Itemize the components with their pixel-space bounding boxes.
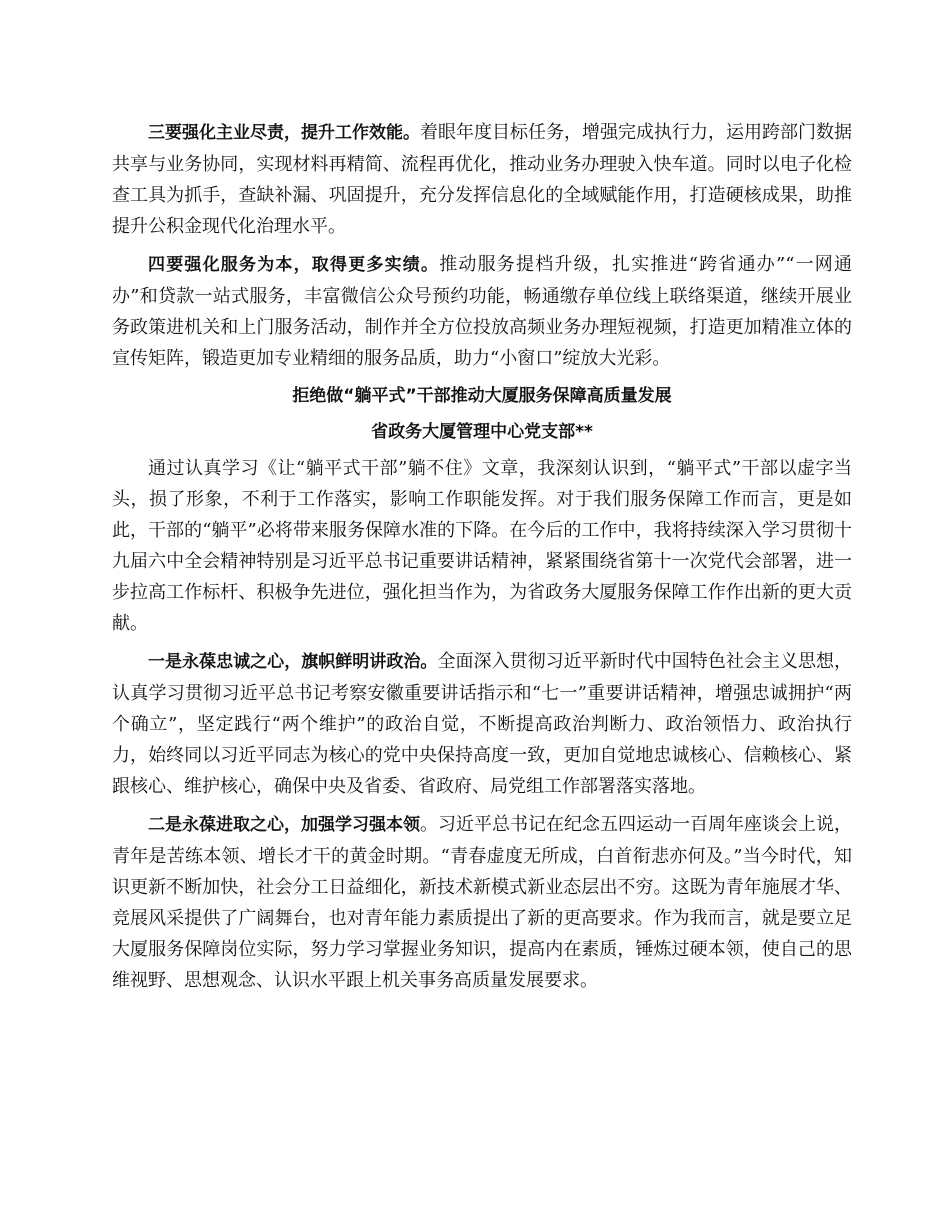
paragraph-body: 。习近平总书记在纪念五四运动一百周年座谈会上说，青年是苦练本领、增长才干的黄金时期。“青春虚度无所成，白首衔悲亦何及。”当今时代，知识更新不断加快，社会分工日益细化，新技术新模式新业态层出不穷。这既为青年施展才华、竞展风采提供了广阔舞台，也对青年能力素质提出了新的更高要求。作为我而言，就是要立足大厦服务保障岗位实际，努力学习掌握业务知识，提高内在素质，锤炼过硬本领，使自己的思维视野、思想观念、认识水平跟上机关事务高质量发展要求。 <box>112 814 852 991</box>
article-point-one <box>112 646 852 802</box>
paragraph-fourth-point <box>112 249 852 374</box>
paragraph-body: 全面深入贯彻习近平新时代中国特色社会主义思想，认真学习贯彻习近平总书记考察安徽重要讲话指示和“七一”重要讲话精神，增强忠诚拥护“两个确立”，坚定践行“两个维护”的政治自觉，不断提高政治判断力、政治领悟力、政治执行力，始终同以习近平同志为核心的党中央保持高度一致，更加自觉地忠诚核心、信赖核心、紧跟核心、维护核心，确保中央及省委、省政府、局党组工作部署落实落地。 <box>112 651 852 797</box>
paragraph-lead: 一是永葆忠诚之心，旗帜鲜明讲政治。 <box>148 652 438 672</box>
article-author: 省政务大厦管理中心党支部** <box>371 422 593 442</box>
document-page <box>112 117 852 1003</box>
article-intro: 通过认真学习《让“躺平式干部”躺不住》文章，我深刻认识到，“躺平式”干部以虚字当头，损了形象，不利于工作落实，影响工作职能发挥。对于我们服务保障工作而言，更是如此，干部的“躺平”必将带来服务保障水准的下降。在今后的工作中，我将持续深入学习贯彻十九届六中全会精神特别是习近平总书记重要讲话精神，紧紧围绕省第十一次党代会部署，进一步拉高工作标杆、积极争先进位，强化担当作为，为省政务大厦服务保障工作作出新的更大贡献。 <box>112 458 852 634</box>
paragraph-body: 着眼年度目标任务，增强完成执行力，运用跨部门数据共享与业务协同，实现材料再精简、流程再优化，推动业务办理驶入快车道。同时以电子化检查工具为抓手，查缺补漏、巩固提升，充分发挥信息化的全域赋能作用，打造硬核成果，助推提升公积金现代化治理水平。 <box>112 122 852 237</box>
paragraph-body: 推动服务提档升级，扎实推进“跨省通办”“一网通办”和贷款一站式服务，丰富微信公众号预约功能，畅通缴存单位线上联络渠道，继续开展业务政策进机关和上门服务活动，制作并全方位投放高频业务办理短视频，打造更加精准立体的宣传矩阵，锻造更加专业精细的服务品质，助力“小窗口”绽放大光彩。 <box>112 254 853 369</box>
paragraph-lead: 四要强化服务为本，取得更多实绩。 <box>148 255 440 275</box>
paragraph-lead: 三要强化主业尽责，提升工作效能。 <box>148 123 420 143</box>
article-title: 拒绝做“躺平式”干部推动大厦服务保障高质量发展 <box>292 386 672 406</box>
article-point-two <box>112 809 852 996</box>
paragraph-third-point <box>112 117 852 242</box>
paragraph-lead: 二是永葆进取之心，加强学习强本领 <box>148 815 420 835</box>
